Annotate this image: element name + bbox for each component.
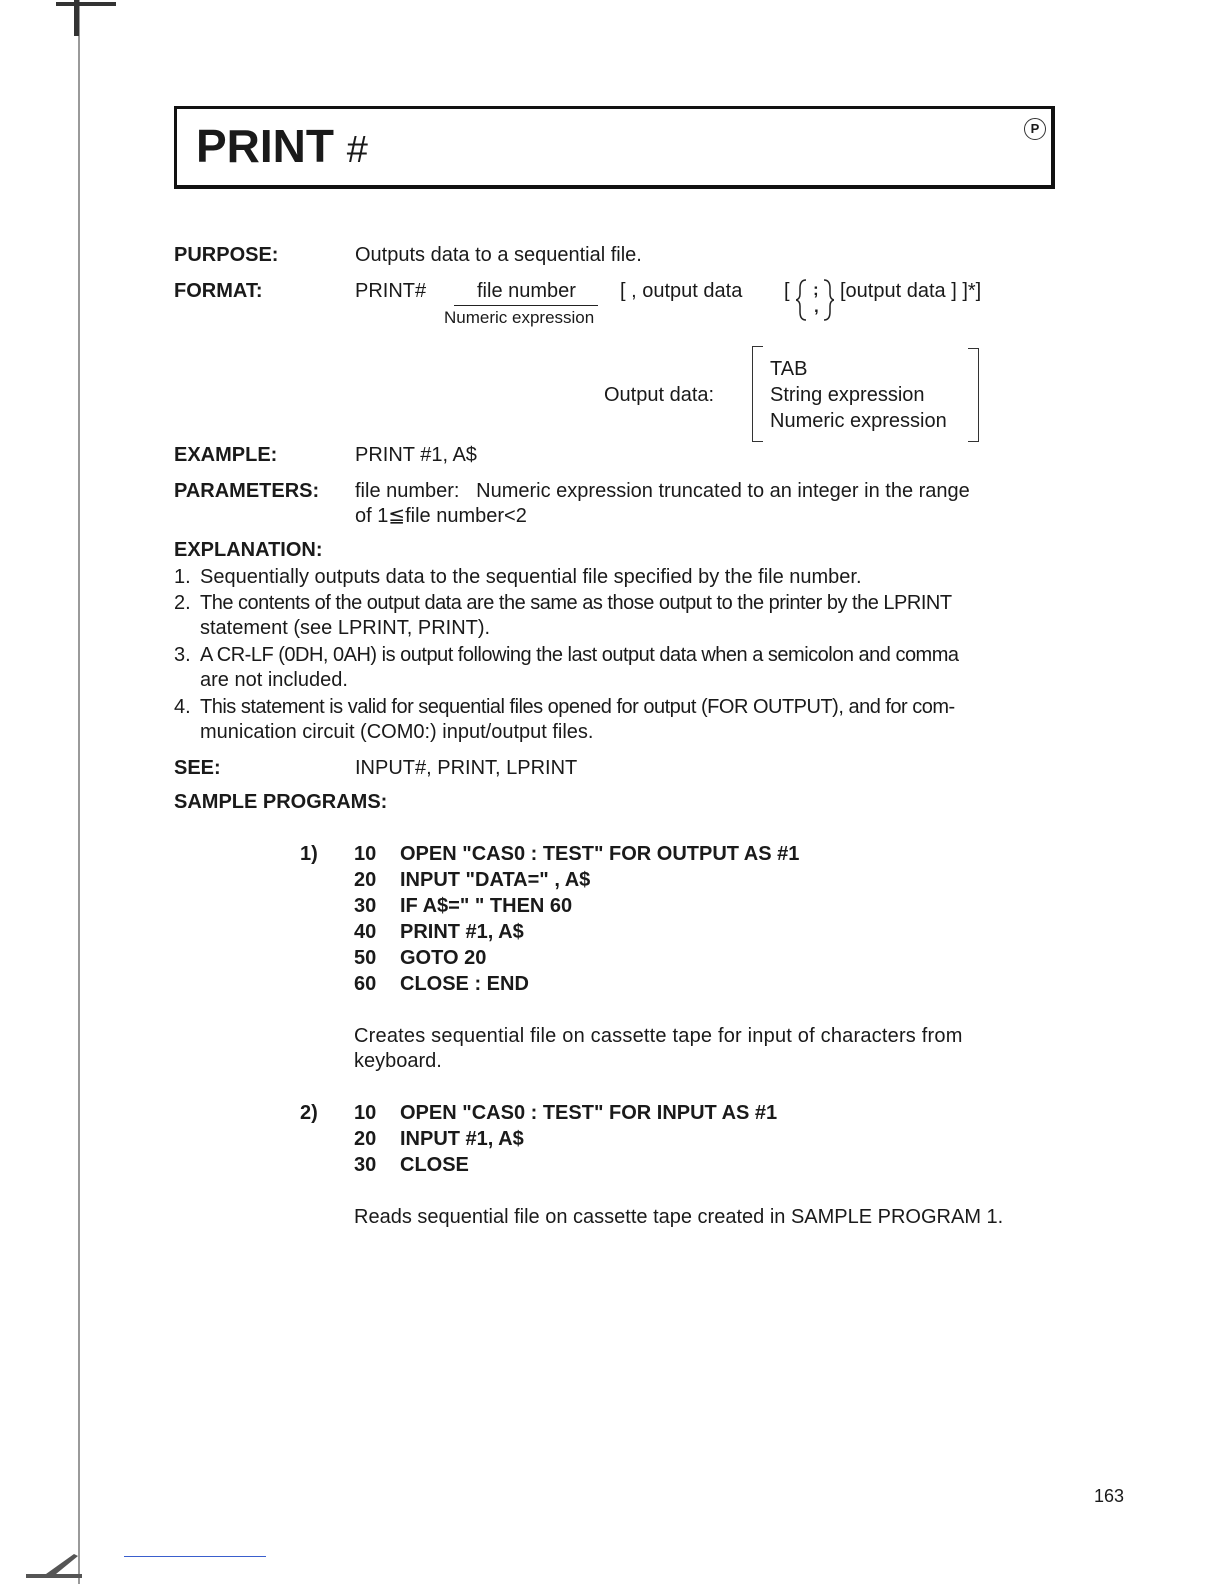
program-1-line-50-code: GOTO 20 [400, 947, 487, 969]
explanation-item-2-line-2: statement (see LPRINT, PRINT). [200, 617, 491, 639]
parameters-line-2: of 1≦file number<2 [355, 505, 527, 527]
explanation-item-3-line-2: are not included. [200, 669, 348, 691]
program-1-line-20-num: 20 [354, 869, 377, 891]
binding-mark-top-stem [74, 0, 79, 36]
options-bracket-left [752, 346, 763, 442]
explanation-item-4-line-2: munication circuit (COM0:) input/output files. [200, 721, 594, 743]
file-number-underline [454, 305, 598, 306]
sample-programs-label: SAMPLE PROGRAMS: [174, 791, 388, 813]
explanation-item-3-num: 3. [174, 644, 191, 666]
binding-mark-top [56, 2, 116, 6]
explanation-item-3-line-1: A CR-LF (0DH, 0AH) is output following the last output data when a semicolon and comma [200, 644, 959, 666]
program-1-number: 1) [300, 843, 318, 865]
format-command: PRINT# [355, 280, 427, 302]
binding-edge [78, 0, 80, 1584]
explanation-item-2-num: 2. [174, 592, 191, 614]
program-1-line-20-code: INPUT "DATA=" , A$ [400, 869, 591, 891]
explanation-label: EXPLANATION: [174, 539, 323, 561]
program-1-line-30-num: 30 [354, 895, 377, 917]
see-text: INPUT#, PRINT, LPRINT [355, 757, 578, 779]
program-2-line-10-code: OPEN "CAS0 : TEST" FOR INPUT AS #1 [400, 1102, 778, 1124]
program-1-description-line-2: keyboard. [354, 1050, 442, 1072]
program-1-line-50-num: 50 [354, 947, 377, 969]
page-title [196, 118, 368, 178]
format-numeric-expression: Numeric expression [444, 308, 595, 327]
program-2-number: 2) [300, 1102, 318, 1124]
program-2-line-20-code: INPUT #1, A$ [400, 1128, 524, 1150]
title-hash: # [346, 129, 368, 171]
program-1-line-30-code: IF A$=" " THEN 60 [400, 895, 573, 917]
program-1-line-40-num: 40 [354, 921, 377, 943]
program-mode-badge: P [1024, 118, 1046, 140]
footer-rule [124, 1556, 266, 1557]
option-string-expression: String expression [770, 384, 925, 406]
option-numeric-expression: Numeric expression [770, 410, 947, 432]
purpose-text: Outputs data to a sequential file. [355, 244, 642, 266]
explanation-item-2-line-1: The contents of the output data are the same as those output to the printer by the LPRINT [200, 592, 952, 614]
separator-semicolon: ; [813, 280, 819, 299]
program-2-line-30-num: 30 [354, 1154, 377, 1176]
format-repeat: [output data ] ]*] [840, 280, 982, 302]
example-text: PRINT #1, A$ [355, 444, 477, 466]
program-1-description-line-1: Creates sequential file on cassette tape for input of characters from [354, 1025, 963, 1047]
format-open-bracket: [ [784, 280, 790, 302]
program-1-line-60-code: CLOSE : END [400, 973, 529, 995]
explanation-item-1-num: 1. [174, 566, 191, 588]
parameters-line-1: file number: Numeric expression truncated to an integer in the range [355, 480, 970, 502]
title-keyword: PRINT [196, 120, 334, 172]
option-tab: TAB [770, 358, 808, 380]
format-file-number: file number [477, 280, 576, 302]
format-label: FORMAT: [174, 280, 263, 302]
separator-comma: , [814, 297, 819, 316]
see-label: SEE: [174, 757, 221, 779]
program-1-line-60-num: 60 [354, 973, 377, 995]
program-2-line-10-num: 10 [354, 1102, 377, 1124]
program-1-line-40-code: PRINT #1, A$ [400, 921, 524, 943]
explanation-item-4-line-1: This statement is valid for sequential files opened for output (FOR OUTPUT), and for com- [200, 696, 955, 718]
page-number: 163 [1094, 1486, 1125, 1506]
program-2-line-30-code: CLOSE [400, 1154, 469, 1176]
binding-mark-bottom [26, 1554, 86, 1580]
purpose-label: PURPOSE: [174, 244, 279, 266]
parameters-label: PARAMETERS: [174, 480, 320, 502]
program-1-line-10-num: 10 [354, 843, 377, 865]
program-1-line-10-code: OPEN "CAS0 : TEST" FOR OUTPUT AS #1 [400, 843, 800, 865]
program-2-line-20-num: 20 [354, 1128, 377, 1150]
options-bracket-right [968, 348, 979, 442]
explanation-item-4-num: 4. [174, 696, 191, 718]
format-output-data: [ , output data [620, 280, 743, 302]
output-data-label: Output data: [604, 384, 715, 406]
explanation-item-1-line-1: Sequentially outputs data to the sequential file specified by the file number. [200, 566, 862, 588]
program-2-description: Reads sequential file on cassette tape created in SAMPLE PROGRAM 1. [354, 1206, 1004, 1228]
example-label: EXAMPLE: [174, 444, 278, 466]
